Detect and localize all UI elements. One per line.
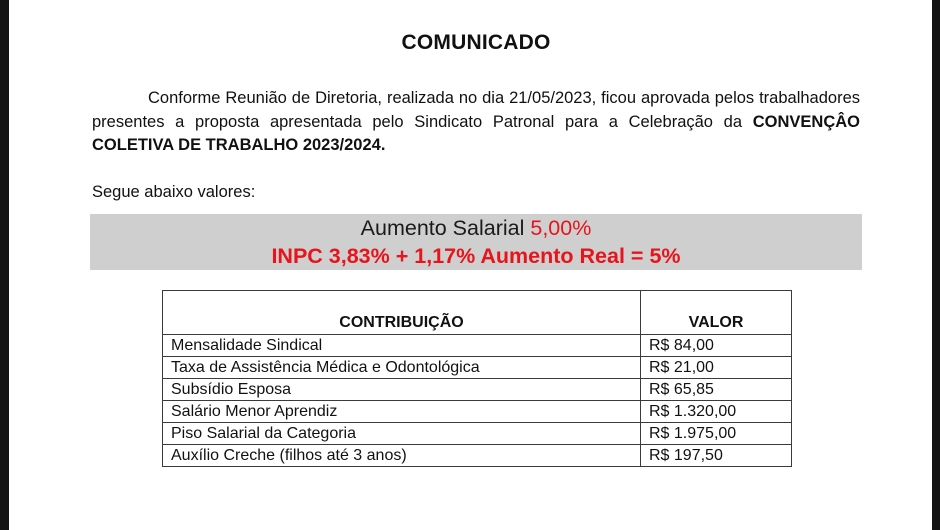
row-name: Piso Salarial da Categoria (163, 423, 641, 445)
header-contribution: CONTRIBUIÇÃO (163, 291, 641, 335)
inpc-line: INPC 3,83% + 1,17% Aumento Real = 5% (271, 244, 681, 268)
table-row (163, 335, 792, 357)
row-name: Subsídio Esposa (163, 379, 641, 401)
table-header-row (163, 291, 792, 335)
intro-bold-text: CONVENÇÂO COLETIVA DE TRABALHO 2023/2024. (92, 112, 860, 154)
salary-increase-value: 5,00% (530, 216, 592, 240)
row-value: R$ 84,00 (641, 335, 792, 357)
row-name: Salário Menor Aprendiz (163, 401, 641, 423)
row-value: R$ 65,85 (641, 379, 792, 401)
salary-increase-line (90, 215, 862, 241)
salary-highlight-band (90, 214, 862, 270)
table-row (163, 445, 792, 467)
row-value: R$ 21,00 (641, 357, 792, 379)
table-row (163, 357, 792, 379)
intro-paragraph (92, 87, 860, 158)
row-value: R$ 1.320,00 (641, 401, 792, 423)
row-value: R$ 1.975,00 (641, 423, 792, 445)
screen-edge-right (932, 0, 940, 530)
document-title: COMUNICADO (401, 31, 551, 54)
intro-text: Conforme Reunião de Diretoria, realizada no dia 21/05/2023, ficou aprovada pelos trabalhadores presentes a proposta apresentada pelo Sindicato Patronal para a Celebração da (92, 89, 860, 131)
row-name: Mensalidade Sindical (163, 335, 641, 357)
header-value: VALOR (641, 291, 792, 335)
values-intro: Segue abaixo valores: (92, 183, 256, 201)
table-row (163, 401, 792, 423)
contributions-table (162, 290, 792, 467)
row-name: Auxílio Creche (filhos até 3 anos) (163, 445, 641, 467)
row-name: Taxa de Assistência Médica e Odontológica (163, 357, 641, 379)
table-row (163, 379, 792, 401)
row-value: R$ 197,50 (641, 445, 792, 467)
screen-edge-left (0, 0, 9, 530)
salary-increase-label: Aumento Salarial (360, 216, 531, 240)
table-row (163, 423, 792, 445)
